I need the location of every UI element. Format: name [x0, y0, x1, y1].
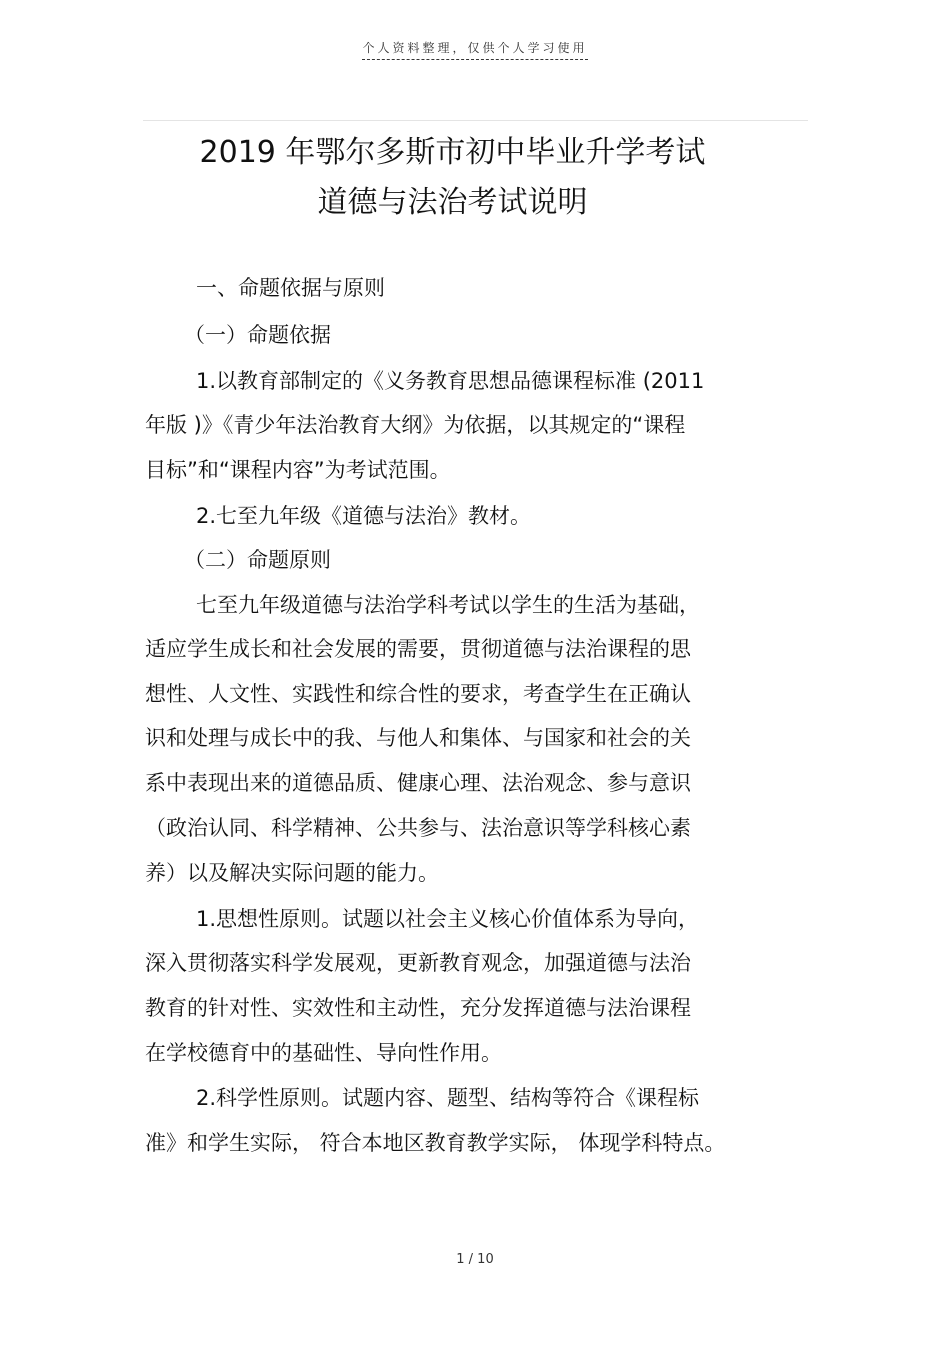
paragraph-line: 教育的针对性、实效性和主动性，充分发挥道德与法治课程	[145, 996, 691, 1020]
paragraph-line: 养）以及解决实际问题的能力。	[145, 861, 439, 885]
document-title: 2019 年鄂尔多斯市初中毕业升学考试	[199, 135, 706, 170]
paragraph-line: 七至九年级道德与法治学科考试以学生的生活为基础，	[196, 593, 700, 617]
header-note: 个人资料整理，仅供个人学习使用	[362, 39, 587, 60]
page-header	[0, 39, 950, 60]
paragraph-line: 在学校德育中的基础性、导向性作用。	[145, 1041, 502, 1065]
paragraph-line: 目标”和“课程内容”为考试范围。	[145, 458, 451, 482]
paragraph-line: 2.七至九年级《道德与法治》教材。	[196, 504, 532, 528]
paragraph-line: 2.科学性原则。试题内容、题型、结构等符合《课程标	[196, 1086, 700, 1110]
paragraph-line: （政治认同、科学精神、公共参与、法治意识等学科核心素	[145, 816, 691, 840]
subsection-heading-2: （二）命题原则	[184, 548, 331, 572]
paragraph-line: 1.思想性原则。试题以社会主义核心价值体系为导向，	[196, 907, 700, 931]
paragraph-line: 深入贯彻落实科学发展观，更新教育观念，加强道德与法治	[145, 951, 691, 975]
paragraph-line: 1.以教育部制定的《义务教育思想品德课程标准 (2011	[196, 369, 705, 393]
paragraph-line: 适应学生成长和社会发展的需要，贯彻道德与法治课程的思	[145, 637, 691, 661]
paragraph-line: 识和处理与成长中的我、与他人和集体、与国家和社会的关	[145, 726, 691, 750]
paragraph-line: 年版 )》《青少年法治教育大纲》为依据，以其规定的“课程	[145, 413, 686, 437]
paragraph-line: 系中表现出来的道德品质、健康心理、法治观念、参与意识	[145, 771, 691, 795]
paragraph-line: 准》和学生实际， 符合本地区教育教学实际， 体现学科特点。	[145, 1131, 726, 1155]
section-heading-1: 一、命题依据与原则	[196, 276, 385, 300]
header-divider	[143, 120, 808, 121]
document-subtitle: 道德与法治考试说明	[317, 185, 588, 220]
subsection-heading-1: （一）命题依据	[184, 323, 331, 347]
paragraph-line: 想性、人文性、实践性和综合性的要求，考查学生在正确认	[145, 682, 691, 706]
page-number: 1 / 10	[456, 1252, 494, 1267]
